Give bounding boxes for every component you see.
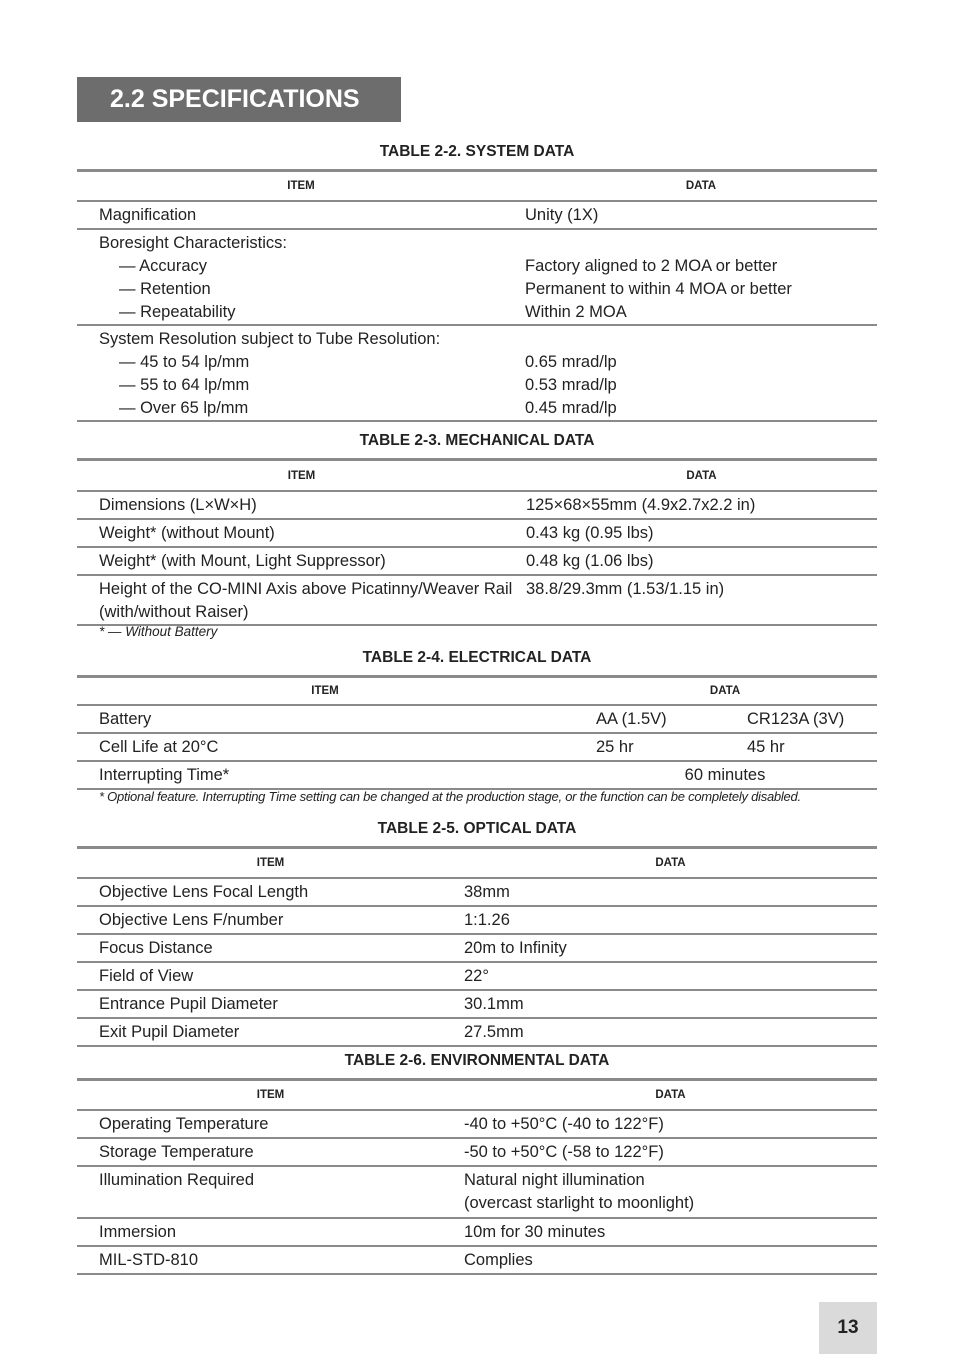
item-cell: Operating Temperature bbox=[77, 1110, 464, 1138]
item-text: (with/without Raiser) bbox=[99, 603, 249, 621]
aa-cell: 25 hr bbox=[573, 733, 724, 761]
data-cell: Complies bbox=[464, 1246, 877, 1274]
item-header: ITEM bbox=[77, 848, 464, 879]
table-row bbox=[77, 962, 877, 990]
mechanical-data-table bbox=[77, 458, 877, 626]
item-cell bbox=[77, 229, 525, 325]
item-header: ITEM bbox=[77, 677, 573, 706]
table-row bbox=[77, 1110, 877, 1138]
table-header-row bbox=[77, 848, 877, 879]
item-text: — Over 65 lp/mm bbox=[119, 399, 249, 417]
data-cell: 0.43 kg (0.95 lbs) bbox=[526, 519, 877, 547]
data-text: Natural night illumination bbox=[464, 1171, 645, 1189]
table-row bbox=[77, 990, 877, 1018]
data-header: DATA bbox=[525, 171, 877, 202]
item-cell: Field of View bbox=[77, 962, 464, 990]
item-cell: MIL-STD-810 bbox=[77, 1246, 464, 1274]
item-header: ITEM bbox=[77, 1080, 464, 1111]
table-row bbox=[77, 1246, 877, 1274]
mechanical-table-caption: TABLE 2-3. MECHANICAL DATA bbox=[359, 432, 595, 449]
table-header-row bbox=[77, 1080, 877, 1111]
data-cell: 20m to Infinity bbox=[464, 934, 877, 962]
item-header: ITEM bbox=[77, 171, 525, 202]
table-row bbox=[77, 1018, 877, 1046]
data-cell bbox=[525, 325, 877, 421]
data-cell: 38mm bbox=[464, 878, 877, 906]
table-row bbox=[77, 878, 877, 906]
data-header: DATA bbox=[464, 1080, 877, 1111]
item-cell: Dimensions (L×W×H) bbox=[77, 491, 526, 519]
data-text: 0.45 mrad/lp bbox=[525, 399, 617, 417]
data-text: Within 2 MOA bbox=[525, 303, 627, 321]
environmental-table-caption: TABLE 2-6. ENVIRONMENTAL DATA bbox=[344, 1052, 610, 1069]
optical-table-caption: TABLE 2-5. OPTICAL DATA bbox=[377, 820, 577, 837]
data-cell: 38.8/29.3mm (1.53/1.15 in) bbox=[526, 575, 877, 625]
table-row bbox=[77, 705, 877, 733]
optical-data-table bbox=[77, 846, 877, 1047]
data-cell: 0.48 kg (1.06 lbs) bbox=[526, 547, 877, 575]
table-row bbox=[77, 201, 877, 229]
table-row bbox=[77, 934, 877, 962]
table-row bbox=[77, 733, 877, 761]
electrical-footnote: * Optional feature. Interrupting Time setting can be changed at the production stage, or the function can be completely disabled. bbox=[99, 789, 801, 804]
aa-cell: AA (1.5V) bbox=[573, 705, 724, 733]
data-text: Factory aligned to 2 MOA or better bbox=[525, 257, 778, 275]
data-cell: 10m for 30 minutes bbox=[464, 1218, 877, 1246]
table-row bbox=[77, 575, 877, 625]
cr-cell: 45 hr bbox=[724, 733, 877, 761]
system-data-table bbox=[77, 169, 877, 422]
data-cell bbox=[525, 229, 877, 325]
table-row bbox=[77, 1218, 877, 1246]
data-cell: 22° bbox=[464, 962, 877, 990]
data-header: DATA bbox=[526, 460, 877, 492]
item-text: — 55 to 64 lp/mm bbox=[119, 376, 250, 394]
data-cell: 30.1mm bbox=[464, 990, 877, 1018]
data-cell: 125×68×55mm (4.9x2.7x2.2 in) bbox=[526, 491, 877, 519]
item-text: — Repeatability bbox=[119, 303, 236, 321]
item-text: — 45 to 54 lp/mm bbox=[119, 353, 250, 371]
data-cell: 1:1.26 bbox=[464, 906, 877, 934]
table-row bbox=[77, 761, 877, 789]
electrical-data-table bbox=[77, 675, 877, 790]
table-row bbox=[77, 229, 877, 325]
item-cell bbox=[77, 575, 526, 625]
item-header: ITEM bbox=[77, 460, 526, 492]
data-text: 0.65 mrad/lp bbox=[525, 353, 617, 371]
resolution-title: System Resolution subject to Tube Resolution: bbox=[99, 330, 441, 348]
table-row bbox=[77, 906, 877, 934]
item-cell: Interrupting Time* bbox=[77, 761, 573, 789]
data-text: 0.53 mrad/lp bbox=[525, 376, 617, 394]
item-cell: Weight* (without Mount) bbox=[77, 519, 526, 547]
system-table-caption: TABLE 2-2. SYSTEM DATA bbox=[379, 143, 575, 160]
item-text: — Retention bbox=[119, 280, 211, 298]
item-cell: Magnification bbox=[77, 201, 525, 229]
data-header: DATA bbox=[464, 848, 877, 879]
item-cell: Exit Pupil Diameter bbox=[77, 1018, 464, 1046]
table-header-row bbox=[77, 460, 877, 492]
item-cell: Objective Lens F/number bbox=[77, 906, 464, 934]
table-row bbox=[77, 547, 877, 575]
item-cell: Focus Distance bbox=[77, 934, 464, 962]
data-cell: 60 minutes bbox=[573, 761, 877, 789]
table-row bbox=[77, 325, 877, 421]
section-title: 2.2 SPECIFICATIONS bbox=[77, 77, 401, 122]
data-cell: -50 to +50°C (-58 to 122°F) bbox=[464, 1138, 877, 1166]
data-text: (overcast starlight to moonlight) bbox=[464, 1194, 695, 1212]
mechanical-footnote: * — Without Battery bbox=[99, 624, 218, 639]
item-text: Height of the CO-MINI Axis above Picatinny/Weaver Rail bbox=[99, 580, 513, 598]
data-cell bbox=[464, 1166, 877, 1218]
item-cell: Immersion bbox=[77, 1218, 464, 1246]
data-cell: Unity (1X) bbox=[525, 201, 877, 229]
data-text: Permanent to within 4 MOA or better bbox=[525, 280, 792, 298]
environmental-data-table bbox=[77, 1078, 877, 1275]
data-cell: 27.5mm bbox=[464, 1018, 877, 1046]
page-number: 13 bbox=[819, 1302, 877, 1354]
table-row bbox=[77, 1166, 877, 1218]
table-row bbox=[77, 519, 877, 547]
item-cell: Storage Temperature bbox=[77, 1138, 464, 1166]
item-cell bbox=[77, 325, 525, 421]
table-header-row bbox=[77, 677, 877, 706]
table-row bbox=[77, 491, 877, 519]
item-cell: Weight* (with Mount, Light Suppressor) bbox=[77, 547, 526, 575]
cr-cell: CR123A (3V) bbox=[724, 705, 877, 733]
item-cell: Battery bbox=[77, 705, 573, 733]
item-cell: Cell Life at 20°C bbox=[77, 733, 573, 761]
item-text: — Accuracy bbox=[119, 257, 208, 275]
table-header-row bbox=[77, 171, 877, 202]
boresight-title: Boresight Characteristics: bbox=[99, 234, 287, 252]
item-cell: Illumination Required bbox=[77, 1166, 464, 1218]
item-cell: Entrance Pupil Diameter bbox=[77, 990, 464, 1018]
table-row bbox=[77, 1138, 877, 1166]
electrical-table-caption: TABLE 2-4. ELECTRICAL DATA bbox=[362, 649, 592, 666]
item-cell: Objective Lens Focal Length bbox=[77, 878, 464, 906]
data-header: DATA bbox=[573, 677, 877, 706]
data-cell: -40 to +50°C (-40 to 122°F) bbox=[464, 1110, 877, 1138]
